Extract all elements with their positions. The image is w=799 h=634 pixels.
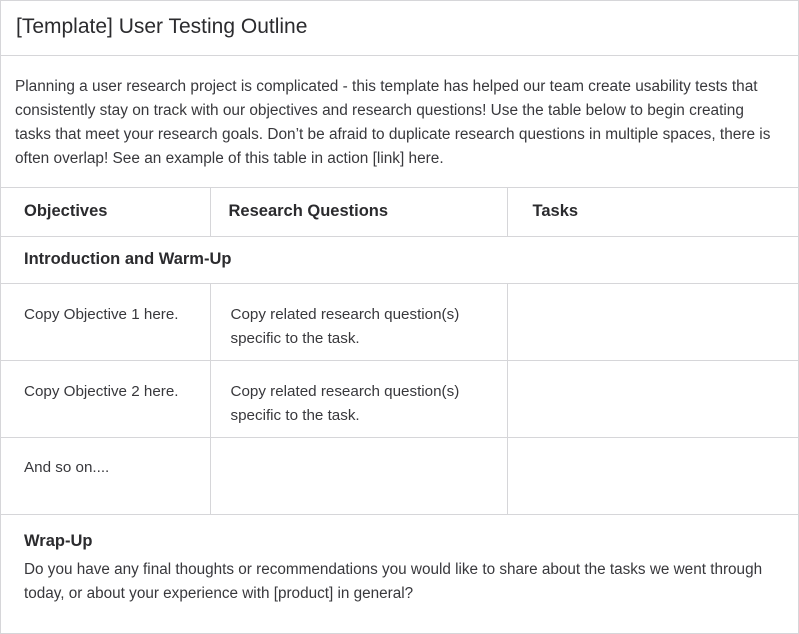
task-cell[interactable] — [507, 283, 798, 360]
task-cell[interactable] — [507, 437, 798, 514]
header-tasks[interactable]: Tasks — [507, 188, 798, 236]
table-row — [1, 283, 798, 360]
table-header-row — [1, 188, 798, 236]
table-row — [1, 437, 798, 514]
research-question-cell[interactable] — [210, 437, 507, 514]
page-title[interactable]: [Template] User Testing Outline — [16, 15, 308, 38]
research-question-cell[interactable]: Copy related research question(s) specific to the task. — [210, 283, 507, 360]
testing-outline-table — [1, 188, 798, 515]
table-row — [1, 360, 798, 437]
objective-cell[interactable]: Copy Objective 2 here. — [1, 360, 210, 437]
section-introduction-warm-up[interactable]: Introduction and Warm-Up — [1, 236, 798, 283]
wrap-up-text[interactable]: Do you have any final thoughts or recommendations you would like to share about the tasks we went through today, or about your experience with [product] in general? — [24, 560, 763, 602]
wrap-up-title[interactable]: Wrap-Up — [24, 531, 93, 550]
title-bar — [1, 1, 798, 56]
research-question-cell[interactable]: Copy related research question(s) specific to the task. — [210, 360, 507, 437]
objective-cell[interactable]: And so on.... — [1, 437, 210, 514]
header-research-questions[interactable]: Research Questions — [210, 188, 507, 236]
wrap-up-section — [1, 515, 798, 606]
intro-paragraph[interactable]: Planning a user research project is complicated - this template has helped our team create usability tests that consistently stay on track with our objectives and research questions! Use the table below to begin creating tasks that meet your research goals. Don’t be afraid to duplicate research questions in multiple spaces, there is often overlap! See an example of this table in action [link] here. — [1, 56, 798, 188]
section-row — [1, 236, 798, 283]
objective-cell[interactable]: Copy Objective 1 here. — [1, 283, 210, 360]
header-objectives[interactable]: Objectives — [1, 188, 210, 236]
task-cell[interactable] — [507, 360, 798, 437]
